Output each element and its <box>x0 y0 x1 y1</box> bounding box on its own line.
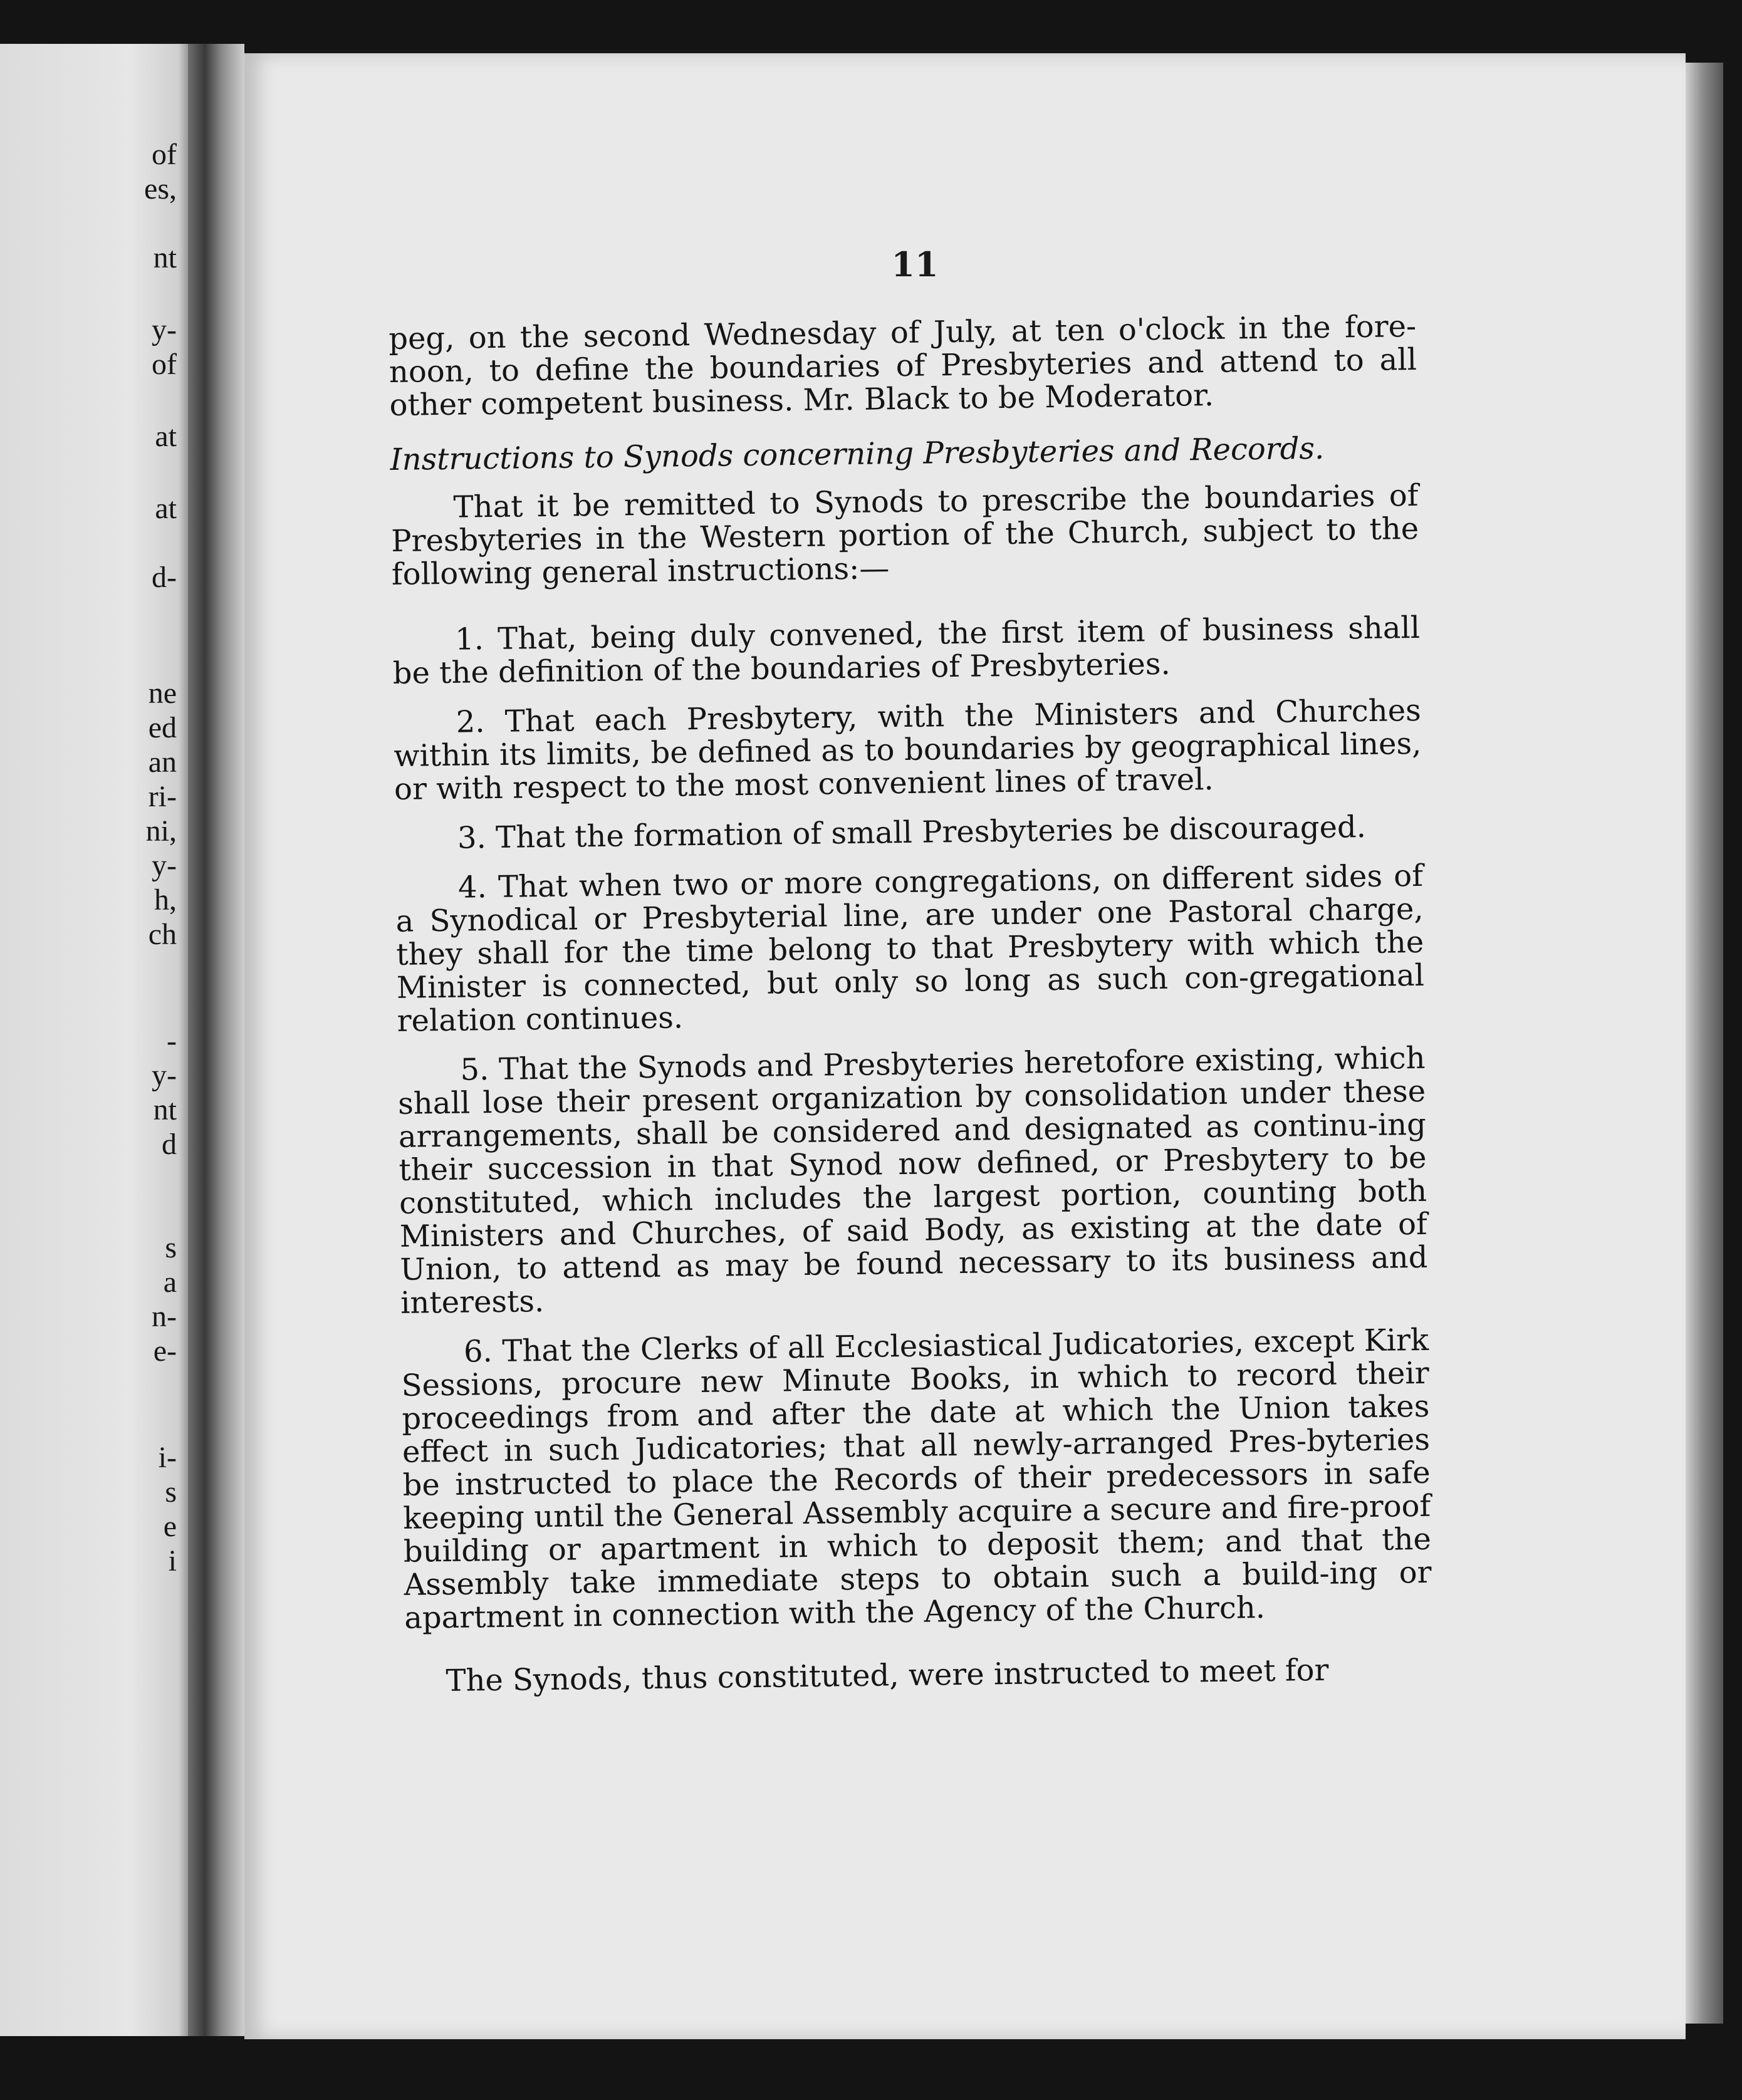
left-page-fragment: at <box>155 492 177 525</box>
left-page-fragment: ri- <box>148 780 177 813</box>
left-page-fragment: ne <box>148 677 177 710</box>
left-page-fragment: e- <box>153 1334 177 1368</box>
page-number: 11 <box>891 244 939 284</box>
left-page <box>0 44 188 2036</box>
preamble-paragraph: That it be remitted to Synods to prescribe the boundaries of Presbyteries in the Western portion of the Church, subject to the following general instructions:— <box>390 477 1419 592</box>
left-page-fragment: of <box>152 348 177 381</box>
left-page-fragment: es, <box>144 172 177 205</box>
left-page-fragment: d- <box>152 561 177 594</box>
instruction-item: 3. That the formation of small Presbyteries be discouraged. <box>457 809 1367 856</box>
left-page-fragment: d <box>162 1128 177 1161</box>
left-page-fragment: ni, <box>145 814 177 848</box>
left-page-fragment: i- <box>158 1441 177 1474</box>
book-gutter <box>188 44 244 2036</box>
instruction-item: 4. That when two or more congregations, on different sides of a Synodical or Presbyterial line, are under one Pastoral charge, they shall for the time belong to that Presbytery with which the Minister is connected, but only so long as such con-gregational relation continues. <box>395 858 1425 1039</box>
left-page-fragment: s <box>165 1231 177 1264</box>
closing-paragraph: The Synods, thus constituted, were instructed to meet for <box>446 1652 1329 1699</box>
left-page-fragment: nt <box>153 1093 177 1126</box>
left-page-fragment: n- <box>152 1300 177 1333</box>
section-heading: Instructions to Synods concerning Presbyteries and Records. <box>390 430 1325 477</box>
instruction-item: 1. That, being duly convened, the first item of business shall be the definition of the boundaries of Presbyteries. <box>392 610 1421 691</box>
left-page-fragment: h, <box>154 883 177 917</box>
left-page-fragment: y- <box>152 1059 177 1092</box>
left-page-fragment: y- <box>152 849 177 882</box>
left-page-fragment: - <box>167 1024 177 1058</box>
left-page-fragment: e <box>163 1510 177 1543</box>
right-page <box>244 53 1686 2039</box>
instruction-item: 5. That the Synods and Presbyteries heretofore existing, which shall lose their present organization by consolidation under these arrangements, shall be considered and designated as continu-ing their succession in that Synod now defined, or Presbytery to be constituted, which includes the largest portion, counting both Ministers and Churches, of said Body, as existing at the date of Union, to attend as may be found necessary to its business and interests. <box>397 1040 1428 1321</box>
left-page-fragment: at <box>155 420 177 453</box>
instruction-item: 2. That each Presbytery, with the Ministers and Churches within its limits, be defined as to boundaries by geographical lines, or with respect to the most convenient lines of travel. <box>394 692 1422 807</box>
left-page-fragment: of <box>152 138 177 171</box>
page-text <box>389 310 1433 1698</box>
left-page-fragment: i <box>168 1544 177 1578</box>
intro-paragraph: peg, on the second Wednesday of July, at ten o'clock in the fore-noon, to define the boundaries of Presbyteries and attend to all other competent business. Mr. Black to be Moderator. <box>388 308 1417 423</box>
page-edge <box>1686 63 1723 2024</box>
left-page-fragment: nt <box>153 241 177 274</box>
instruction-item: 6. That the Clerks of all Ecclesiastical Judicatories, except Kirk Sessions, procure new Minute Books, in which to record their proceedings from and after the date at which the Union takes effect in such Judicatories; that all newly-arranged Pres-byteries be instructed to place the Records of their predecessors in safe keeping until the General Assembly acquire a secure and fire-proof building or apartment in which to deposit them; and that the Assembly take immediate steps to obtain such a build-ing or apartment in connection with the Agency of the Church. <box>401 1322 1432 1636</box>
left-page-fragment: a <box>163 1266 177 1299</box>
left-page-fragment: an <box>148 746 177 779</box>
left-page-fragment: s <box>165 1475 177 1509</box>
left-page-fragment: ed <box>148 711 177 744</box>
left-page-fragment: y- <box>152 313 177 346</box>
left-page-fragment: ch <box>148 918 177 951</box>
